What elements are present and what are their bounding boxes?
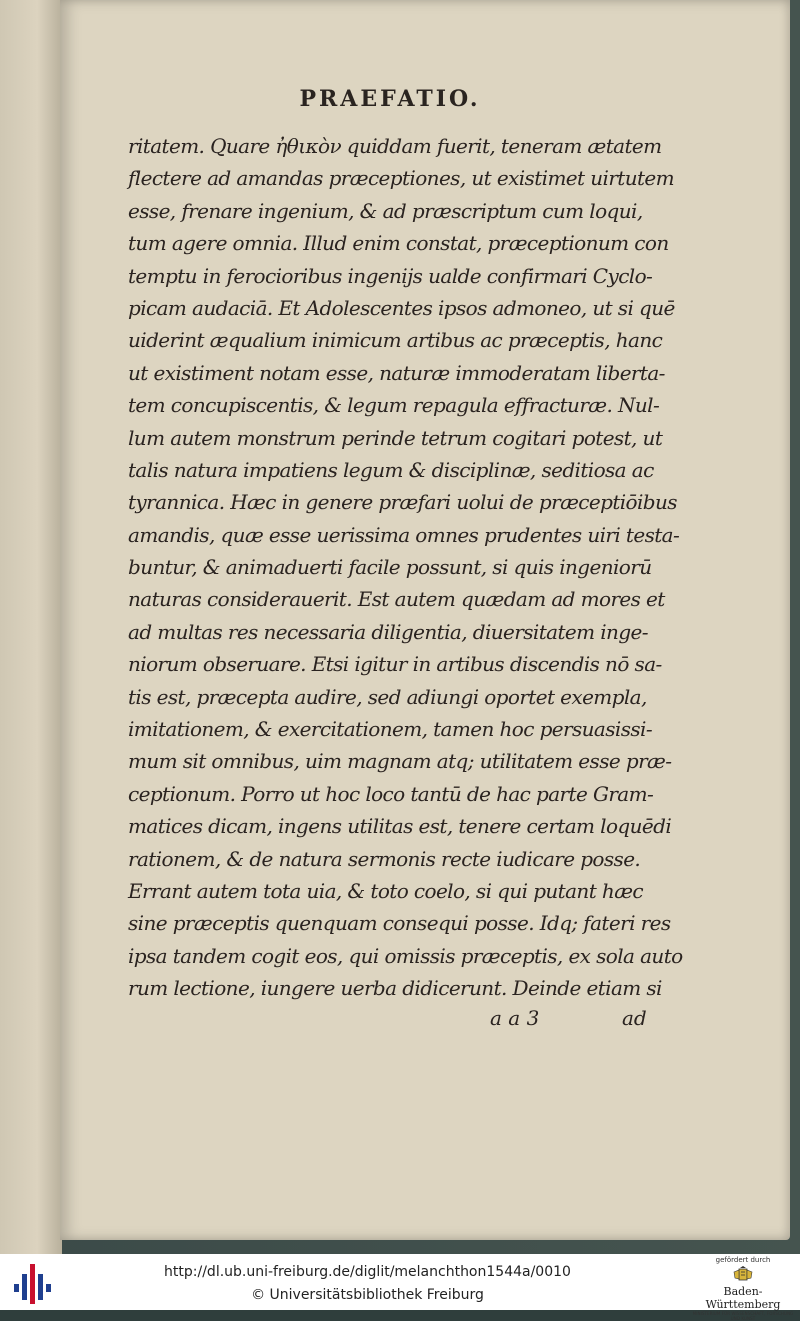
text-line: sine præceptis quenquam consequi posse. Idq; fateri res xyxy=(128,911,671,936)
text-line: rationem, & de natura sermonis recte iudicare posse. xyxy=(128,846,641,871)
text-line: tis est, præcepta audire, sed adiungi oportet exempla, xyxy=(128,684,647,709)
text-line: ut existiment notam esse, naturæ immoderatam liberta- xyxy=(128,360,665,385)
text-line: talis natura impatiens legum & disciplinæ, seditiosa ac xyxy=(128,457,654,482)
text-line: matices dicam, ingens utilitas est, tenere certam loquēdi xyxy=(128,814,672,839)
viewer-footer xyxy=(0,1254,800,1321)
text-line: Errant autem tota uia, & toto coelo, si qui putant hæc xyxy=(128,878,643,903)
text-line: tyrannica. Hæc in genere præfari uolui de præceptiōibus xyxy=(128,490,677,515)
text-line: tum agere omnia. Illud enim constat, præceptionum con xyxy=(128,231,669,256)
text-line: niorum obseruare. Etsi igitur in artibus discendis nō sa- xyxy=(128,652,662,677)
sponsor-label: gefördert durch xyxy=(715,1256,771,1264)
text-line: rum lectione, iungere uerba didicerunt. Deinde etiam si xyxy=(128,976,662,1001)
baden-wuerttemberg-crest-icon xyxy=(732,1266,754,1284)
text-line: temptu in ferocioribus ingenijs ualde confirmari Cyclo- xyxy=(128,263,653,288)
text-line: ceptionum. Porro ut hoc loco tantū de hac parte Gram- xyxy=(128,781,654,806)
copyright-notice: © Universitätsbibliothek Freiburg xyxy=(251,1287,484,1303)
running-head: PRAEFATIO. xyxy=(299,86,481,112)
text-line: tem concupiscentis, & legum repagula effracturæ. Nul- xyxy=(128,393,660,418)
text-line: mum sit omnibus, uim magnam atq; utilitatem esse præ- xyxy=(128,749,672,774)
body-text xyxy=(128,130,683,1005)
text-line: ritatem. Quare ἠθικὸν quiddam fuerit, teneram ætatem xyxy=(128,134,662,158)
text-line: imitationem, & exercitationem, tamen hoc persuasissi- xyxy=(128,717,652,742)
ministry-name: MINISTERIUM FÜR WISSENSCHAFT, FORSCHUNG UND KUNST xyxy=(692,1311,794,1321)
permalink-url[interactable]: http://dl.ub.uni-freiburg.de/diglit/melanchthon1544a/0010 xyxy=(164,1264,571,1280)
text-line: naturas considerauerit. Est autem quædam ad mores et xyxy=(128,587,665,612)
text-line: picam audaciā. Et Adolescentes ipsos admoneo, ut si quē xyxy=(128,295,675,320)
text-line: ipsa tandem cogit eos, qui omissis præceptis, ex sola auto xyxy=(128,943,683,968)
signature-mark: a a 3 xyxy=(490,1006,540,1030)
text-line: flectere ad amandas præceptiones, ut existimet uirtutem xyxy=(128,166,675,191)
text-line: buntur, & animaduerti facile possunt, si quis ingeniorū xyxy=(128,555,652,580)
text-line: esse, frenare ingenium, & ad præscriptum cum loqui, xyxy=(128,198,643,223)
sponsor-name: Baden-Württemberg xyxy=(705,1285,781,1311)
text-line: uiderint æqualium inimicum artibus ac præceptis, hanc xyxy=(128,328,663,353)
text-line: amandis, quæ esse uerissima omnes prudentes uiri testa- xyxy=(128,522,680,547)
text-line: ad multas res necessaria diligentia, diuersitatem inge- xyxy=(128,619,648,644)
left-page-edge xyxy=(0,0,62,1254)
sponsor-block xyxy=(690,1256,796,1321)
text-line: lum autem monstrum perinde tetrum cogitari potest, ut xyxy=(128,425,663,450)
catchword: ad xyxy=(622,1006,647,1030)
